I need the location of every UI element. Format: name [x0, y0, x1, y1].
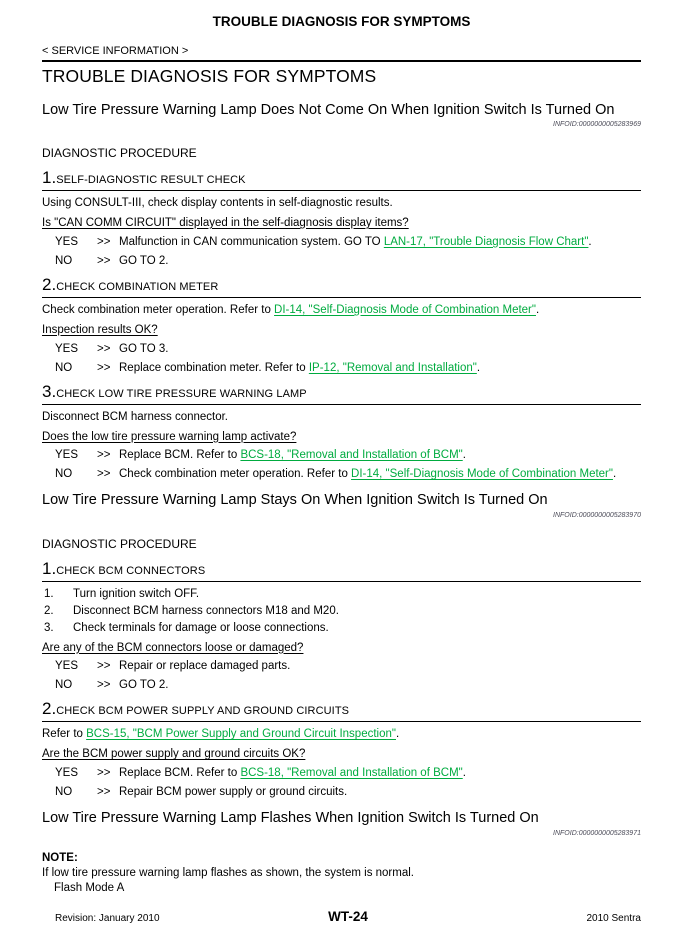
step-number: 3. — [42, 381, 57, 401]
answer-text — [119, 361, 641, 376]
step-header — [42, 698, 641, 720]
answer-arrow: >> — [97, 767, 111, 780]
answer-row-yes — [42, 235, 641, 250]
question-line: Inspection results OK? — [42, 323, 158, 336]
step-2 — [42, 274, 641, 376]
diagnostic-procedure-label: DIAGNOSTIC PROCEDURE — [42, 146, 197, 161]
answer-label: YES — [55, 449, 79, 462]
answer-text: GO TO 2. — [119, 254, 169, 267]
answer-label: YES — [55, 235, 79, 248]
step-divider — [42, 581, 641, 582]
step-description: Using CONSULT-III, check display contents in self-diagnostic results. — [42, 196, 393, 209]
answer-text-post: . — [462, 767, 466, 780]
answer-text-pre: Replace BCM. Refer to — [119, 767, 241, 780]
list-item-text: Turn ignition switch OFF. — [73, 587, 200, 600]
answer-arrow: >> — [97, 679, 111, 692]
answer-text — [119, 467, 641, 482]
step-divider — [42, 297, 641, 298]
answer-row-yes — [42, 448, 641, 463]
reference-link[interactable]: LAN-17, "Trouble Diagnosis Flow Chart" — [383, 235, 589, 248]
answer-row-yes — [42, 766, 641, 781]
step-divider — [42, 721, 641, 722]
step-description: Disconnect BCM harness connector. — [42, 410, 229, 423]
step-number: 2. — [42, 699, 57, 719]
answer-text-pre: Check combination meter operation. Refer to — [119, 468, 352, 481]
symptom-section-stays-on — [42, 491, 641, 800]
reference-link[interactable]: BCS-18, "Removal and Installation of BCM" — [240, 767, 463, 780]
answer-arrow: >> — [97, 786, 111, 799]
reference-link[interactable]: BCS-15, "BCM Power Supply and Ground Circuit Inspection" — [86, 728, 396, 741]
answer-arrow: >> — [97, 449, 111, 462]
main-heading: TROUBLE DIAGNOSIS FOR SYMPTOMS — [42, 65, 377, 86]
page-header-title: TROUBLE DIAGNOSIS FOR SYMPTOMS — [212, 14, 471, 29]
answer-text-post: . — [476, 361, 481, 374]
step-header — [42, 558, 641, 580]
step-number: 1. — [42, 558, 57, 578]
step-title: CHECK COMBINATION METER — [56, 280, 219, 293]
answer-text: Repair or replace damaged parts. — [119, 660, 291, 673]
answer-text-post: . — [612, 468, 617, 481]
answer-text-pre: Replace BCM. Refer to — [119, 449, 241, 462]
answer-row-no — [42, 254, 641, 269]
step-description — [42, 727, 641, 742]
footer-page-number: WT-24 — [328, 909, 368, 925]
answer-arrow: >> — [97, 235, 111, 248]
note-flash-mode: Flash Mode A — [54, 881, 125, 894]
step-divider — [42, 404, 641, 405]
step-2 — [42, 698, 641, 800]
question-line: Are the BCM power supply and ground circuits OK? — [42, 748, 306, 761]
answer-row-no — [42, 467, 641, 482]
step-3 — [42, 381, 641, 483]
step-1 — [42, 558, 641, 694]
answer-text: GO TO 2. — [119, 679, 169, 692]
question-line: Does the low tire pressure warning lamp activate? — [42, 430, 297, 443]
infoid-label: INFOID:0000000005283971 — [553, 829, 641, 837]
list-item-text: Check terminals for damage or loose connections. — [73, 621, 329, 634]
symptom-title: Low Tire Pressure Warning Lamp Does Not Come On When Ignition Switch Is Turned On — [42, 101, 615, 118]
answer-row-no — [42, 678, 641, 693]
answer-label: YES — [55, 767, 79, 780]
answer-text-post: . — [588, 235, 592, 248]
list-item — [42, 587, 641, 602]
reference-link[interactable]: DI-14, "Self-Diagnosis Mode of Combination Meter" — [274, 303, 536, 316]
infoid-label: INFOID:0000000005283969 — [553, 121, 641, 129]
answer-label: NO — [55, 468, 73, 481]
note-text: If low tire pressure warning lamp flashes as shown, the system is normal. — [42, 866, 414, 879]
header-divider — [42, 60, 641, 62]
reference-link[interactable]: BCS-18, "Removal and Installation of BCM" — [240, 449, 463, 462]
answer-label: NO — [55, 786, 73, 799]
answer-label: NO — [55, 254, 73, 267]
footer-model: 2010 Sentra — [586, 913, 641, 925]
step-title: CHECK LOW TIRE PRESSURE WARNING LAMP — [56, 387, 307, 400]
answer-row-yes — [42, 342, 641, 357]
step-title: SELF-DIAGNOSTIC RESULT CHECK — [56, 173, 246, 186]
step-header — [42, 274, 641, 296]
list-item-number: 1. — [44, 587, 54, 600]
list-item — [42, 621, 641, 636]
answer-arrow: >> — [97, 361, 111, 374]
answer-label: YES — [55, 342, 79, 355]
symptom-title: Low Tire Pressure Warning Lamp Stays On When Ignition Switch Is Turned On — [42, 492, 548, 509]
step-number: 2. — [42, 274, 57, 294]
answer-arrow: >> — [97, 468, 111, 481]
ordered-list — [42, 587, 641, 636]
answer-text — [119, 235, 641, 250]
step-header — [42, 167, 641, 189]
footer-revision: Revision: January 2010 — [55, 913, 160, 925]
step-title: CHECK BCM CONNECTORS — [56, 564, 206, 577]
answer-text-pre: Malfunction in CAN communication system. GO TO — [119, 235, 384, 248]
list-item-number: 2. — [44, 604, 54, 617]
step-header — [42, 381, 641, 403]
symptom-title: Low Tire Pressure Warning Lamp Flashes When Ignition Switch Is Turned On — [42, 810, 539, 827]
page-footer — [42, 908, 641, 926]
answer-text-pre: Replace combination meter. Refer to — [119, 361, 309, 374]
symptom-section-does-not-come-on — [42, 101, 641, 483]
description-post: . — [395, 728, 400, 741]
answer-label: NO — [55, 361, 73, 374]
answer-text — [119, 448, 641, 463]
service-information-label: < SERVICE INFORMATION > — [42, 44, 189, 57]
description-pre: Refer to — [42, 728, 87, 741]
answer-text-post: . — [462, 449, 466, 462]
description-pre: Check combination meter operation. Refer to — [42, 303, 275, 316]
step-title: CHECK BCM POWER SUPPLY AND GROUND CIRCUITS — [56, 705, 350, 718]
reference-link[interactable]: DI-14, "Self-Diagnosis Mode of Combination Meter" — [351, 468, 613, 481]
infoid-label: INFOID:0000000005283970 — [553, 511, 641, 519]
answer-arrow: >> — [97, 660, 111, 673]
diagnostic-procedure-label: DIAGNOSTIC PROCEDURE — [42, 537, 197, 551]
symptom-section-flashes — [42, 809, 641, 895]
question-line: Is "CAN COMM CIRCUIT" displayed in the self-diagnosis display items? — [42, 216, 409, 229]
step-divider — [42, 190, 641, 191]
answer-text: GO TO 3. — [119, 342, 169, 355]
answer-text — [119, 766, 641, 781]
answer-row-yes — [42, 659, 641, 674]
list-item-number: 3. — [44, 621, 54, 634]
list-item — [42, 604, 641, 619]
answer-arrow: >> — [97, 254, 111, 267]
answer-row-no — [42, 785, 641, 800]
step-number: 1. — [42, 167, 57, 187]
answer-arrow: >> — [97, 342, 111, 355]
step-1 — [42, 167, 641, 269]
answer-label: YES — [55, 660, 79, 673]
list-item-text: Disconnect BCM harness connectors M18 and M20. — [73, 604, 339, 617]
answer-text: Repair BCM power supply or ground circuits. — [119, 786, 348, 799]
question-line: Are any of the BCM connectors loose or damaged? — [42, 641, 304, 654]
step-description — [42, 303, 641, 318]
answer-row-no — [42, 361, 641, 376]
reference-link[interactable]: IP-12, "Removal and Installation" — [308, 361, 477, 374]
description-post: . — [535, 303, 540, 316]
note-label: NOTE: — [42, 851, 78, 864]
answer-label: NO — [55, 679, 73, 692]
